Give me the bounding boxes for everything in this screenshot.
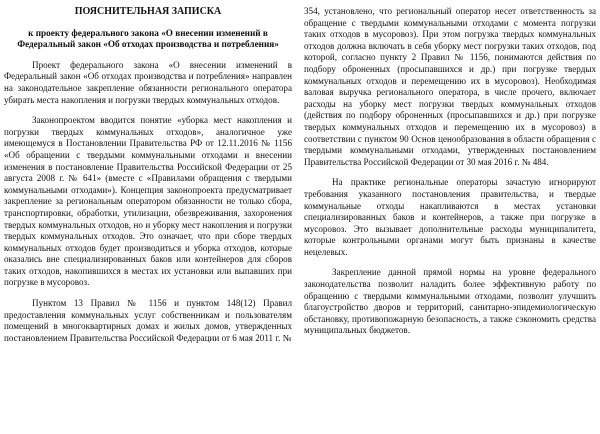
paragraph: На практике региональные операторы зачастую игнорируют требования указанного постановления правительства, и твердые коммунальные отходы накапливаются в местах установки специализированных баков и контейнеров, а также при погрузке в мусоровоз. Это вызывает дополнительные расходы муниципалитета, которые контрольными органами могут быть признаны в качестве нецелевых. (304, 177, 596, 257)
document-title: ПОЯСНИТЕЛЬНАЯ ЗАПИСКА (74, 6, 222, 17)
paragraph: 354, установлено, что региональный оператор несет ответственность за обращение с твердыми коммунальными отходами с момента погрузки таких отходов в мусоровоз). При этом погрузка твердых коммунальных отходов должна включать в себя уборку мест погрузки таких отходов, под которой, согласно пункту 2 Правил № 1156, понимаются действия по подбору оброненных (просыпавшихся и др.) при погрузке твердых коммунальных отходов и перемещению их в мусоровоз). Необходимая валовая выручка регионального оператора, в числе прочего, включает расходы на уборку мест погрузки твердых коммунальных отходов (действия по подбору оброненных (просыпавшихся и др.) при погрузке твердых коммунальных отходов и перемещению их в мусоровоз) в соответствии с пунктом 90 Основ ценообразования в области обращения с твердыми коммунальными отходами, утвержденных постановлением Правительства Российской Федерации от 30 мая 2016 г. № 484. (304, 6, 596, 167)
subtitle-line-1: к проекту федерального закона «О внесении изменений в (28, 27, 268, 38)
subtitle-line-2: Федеральный закон «Об отходах производства и потребления» (17, 39, 279, 50)
left-column (4, 0, 292, 434)
paragraph: Пунктом 13 Правил № 1156 и пунктом 148(12) Правил предоставления коммунальных услуг собственникам и пользователям помещений в многоквартирных домах и жилых домов, утвержденных постановлением Правительства Российской Федерации от 6 мая 2011 г. № (4, 298, 292, 343)
paragraph: Проект федерального закона «О внесении изменений в Федеральный закон «Об отходах производства и потребления» направлен на законодательное закрепление обязанности регионального оператора убирать места накопления и погрузки твердых коммунальных отходов. (4, 59, 292, 105)
paragraph: Законопроектом вводится понятие «уборка мест накопления и погрузки твердых коммунальных отходов», аналогичное уже имеющемуся в Постановлении Правительства РФ от 12.11.2016 № 1156 «Об обращении с твердыми коммунальными отходами и внесении изменения в постановление Правительства Российской Федерации от 25 августа 2008 г. № 641» (вместе с «Правилами обращения с твердыми коммунальными отходами»). Концепция законопроекта предусматривает закрепление за региональным оператором обязанности не только сбора, транспортировки, обработки, утилизации, обезвреживания, захоронения твердых коммунальных отходов, но и уборку мест накопления и погрузки твердых коммунальных отходов. Это означает, что при сборе твердых коммунальных отходов будет производиться и уборка отходов, которые оказались вне специализированных баков или контейнеров для сборов таких отходов, накопившихся в местах их установки или выпавших при погрузке в мусоровоз. (4, 115, 292, 288)
paragraph: Закрепление данной прямой нормы на уровне федерального законодательства позволит наладить более эффективную работу по обращению с твердыми коммунальными отходами, позволит улучшить благоустройство дворов и территорий, санитарно-эпидемиологическую обстановку, противопожарную безопасность, а также сэкономить средства муниципальных бюджетов. (304, 267, 596, 336)
document-subtitle (4, 28, 292, 51)
right-column (304, 0, 596, 434)
